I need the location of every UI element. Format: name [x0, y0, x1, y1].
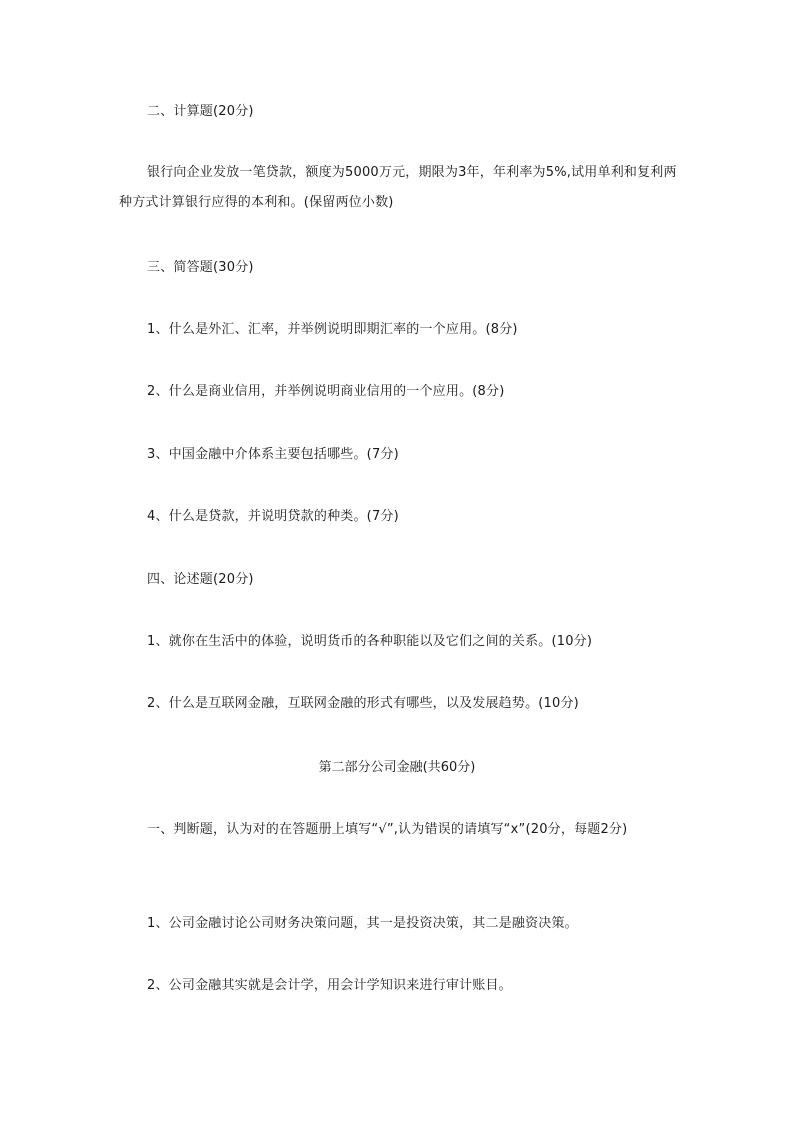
essay-question-1: 1、就你在生活中的体验，说明货币的各种职能以及它们之间的关系。(10分)	[147, 634, 593, 649]
essay-question-2: 2、什么是互联网金融，互联网金融的形式有哪些，以及发展趋势。(10分)	[147, 696, 579, 711]
section-heading-calculation: 二、计算题(20分)	[147, 104, 254, 119]
section-heading-short-answer: 三、简答题(30分)	[147, 260, 254, 275]
short-answer-question-2: 2、什么是商业信用，并举例说明商业信用的一个应用。(8分)	[147, 384, 505, 399]
true-false-question-1: 1、公司金融讨论公司财务决策问题，其一是投资决策，其二是融资决策。	[147, 916, 578, 931]
section-heading-essay: 四、论述题(20分)	[147, 572, 254, 587]
short-answer-question-4: 4、什么是贷款，并说明贷款的种类。(7分)	[147, 509, 399, 524]
part-two-title: 第二部分公司金融(共60分)	[318, 760, 476, 775]
short-answer-question-1: 1、什么是外汇、汇率，并举例说明即期汇率的一个应用。(8分)	[147, 322, 518, 337]
true-false-question-2: 2、公司金融其实就是会计学，用会计学知识来进行审计账目。	[147, 978, 512, 993]
section-heading-true-false: 一、判断题，认为对的在答题册上填写“√”,认为错误的请填写“x”(20分，每题2分)	[147, 822, 628, 837]
calculation-question: 银行向企业发放一笔贷款，额度为5000万元，期限为3年，年利率为5%,试用单利和复利两种方式计算银行应得的本利和。(保留两位小数)	[119, 165, 677, 210]
short-answer-question-3: 3、中国金融中介体系主要包括哪些。(7分)	[147, 447, 399, 462]
